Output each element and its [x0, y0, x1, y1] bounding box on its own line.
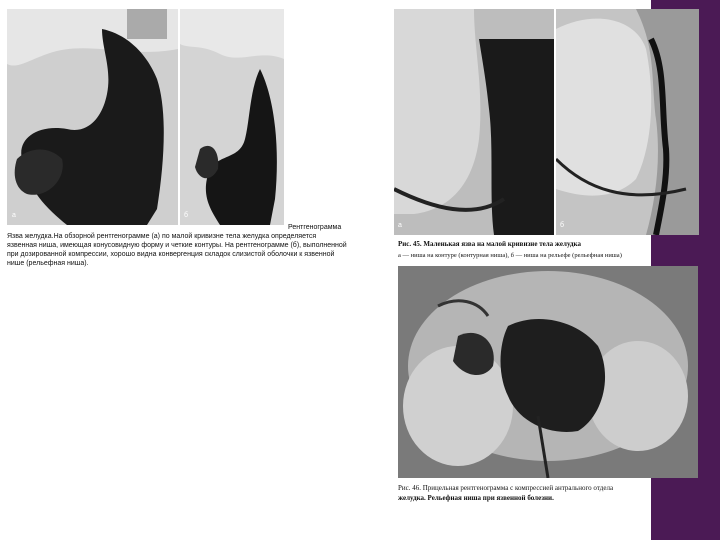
- caption-line: Язва желудка.На обзорной рентгенограмме (а) по малой кривизне тела желудка определяется: [7, 233, 317, 240]
- xray-left-a-graphic: [7, 9, 178, 225]
- caption-line: при дозированной компрессии, хорошо видна конвергенция складок слизистой оболочки к язвенной: [7, 251, 335, 258]
- panel-label: б: [560, 222, 565, 229]
- caption-subtitle: желудка. Рельефная ниша при язвенной болезни.: [398, 494, 554, 502]
- xray-image-right-bottom: [398, 266, 698, 478]
- xray-image-right-b: [556, 9, 699, 235]
- caption-line: язвенная ниша, имеющая конусовидную форму и четкие контуры. На рентгенограмме (б), выполненной: [7, 242, 347, 249]
- panel-label: а: [12, 212, 16, 219]
- xray-right-b-graphic: [556, 9, 699, 235]
- xray-right-bottom-graphic: [398, 266, 698, 478]
- caption-line: нише (рельефная ниша).: [7, 260, 89, 267]
- panel-label: а: [398, 222, 402, 229]
- caption-subtitle: а — ниша на контуре (контурная ниша), б — ниша на рельефе (рельефная ниша): [398, 252, 622, 259]
- xray-left-b-graphic: [180, 9, 284, 225]
- xray-image-left-b: [180, 9, 284, 225]
- panel-label: б: [184, 212, 189, 219]
- caption-title: Рентгенограмма: [288, 224, 342, 231]
- xray-image-left-a: [7, 9, 178, 225]
- caption-title: Рис. 45. Маленькая язва на малой кривизне тела желудка: [398, 240, 581, 248]
- caption-title: Рис. 46. Прицельная рентгенограмма с компрессией антрального отдела: [398, 484, 614, 492]
- xray-right-a-graphic: [394, 9, 554, 235]
- xray-image-right-a: [394, 9, 554, 235]
